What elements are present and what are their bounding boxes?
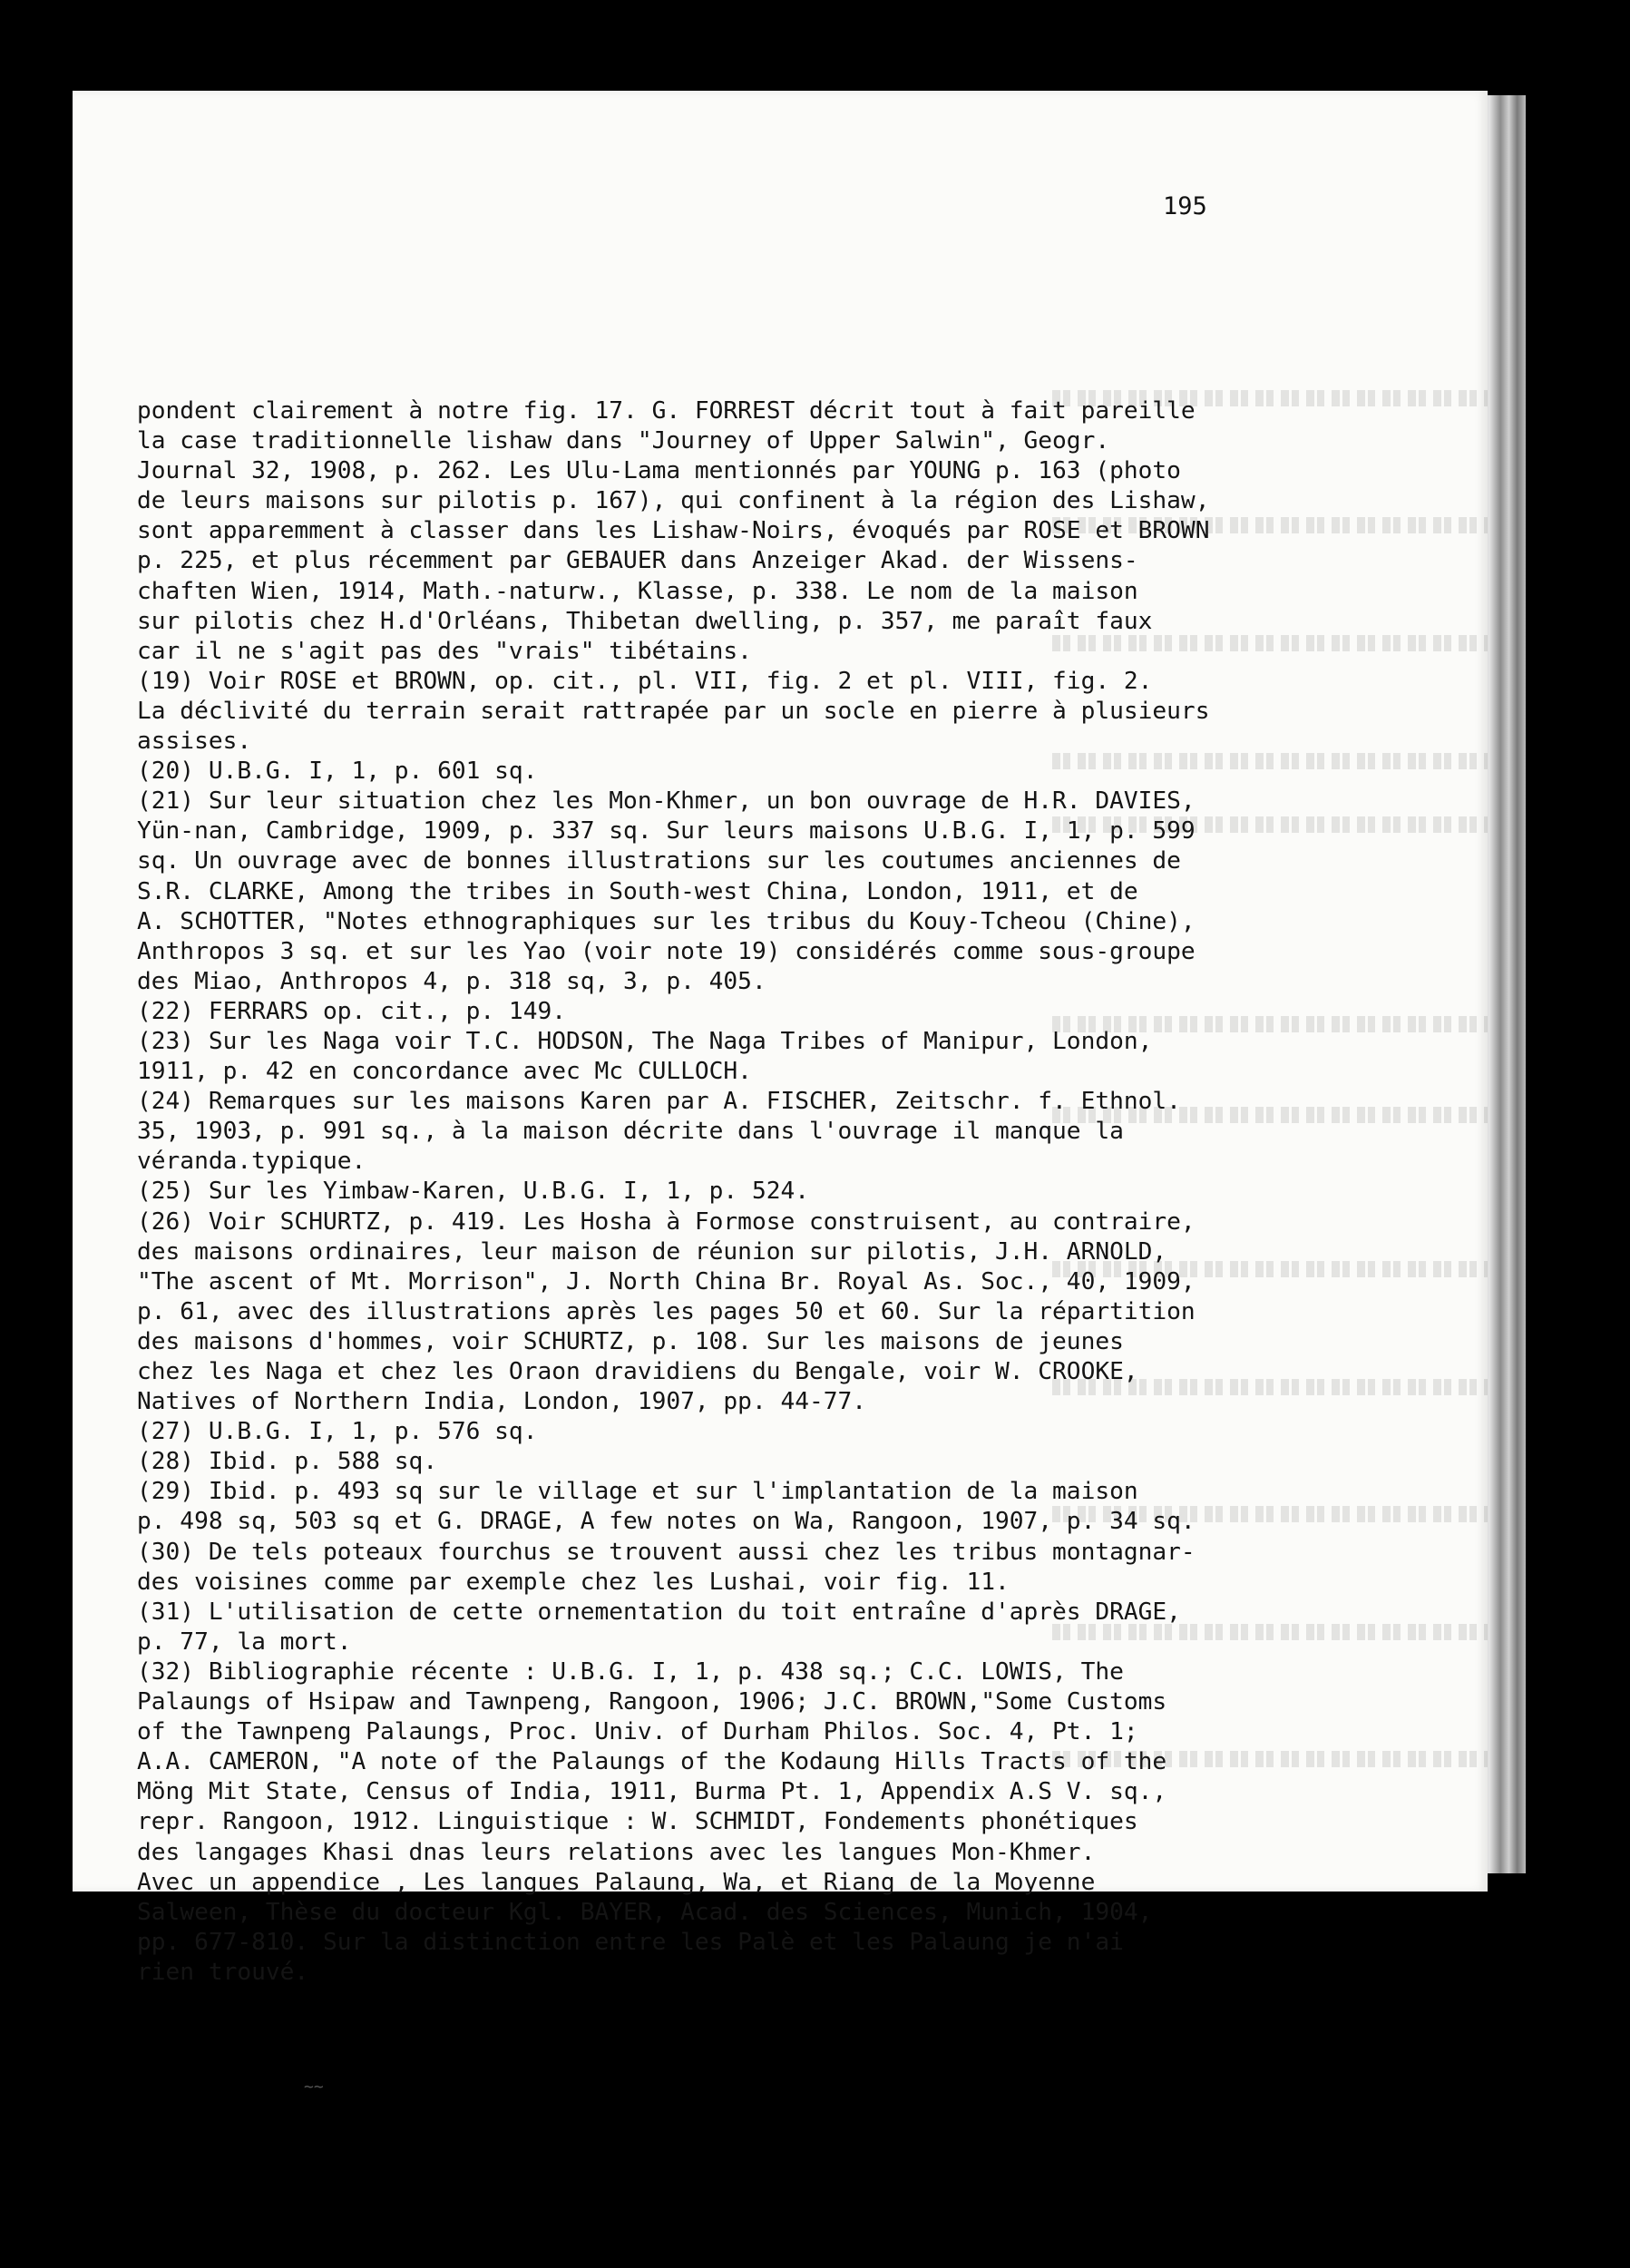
text-line: sq. Un ouvrage avec de bonnes illustrations sur les coutumes anciennes de (137, 847, 1181, 875)
text-line: Möng Mit State, Census of India, 1911, Burma Pt. 1, Appendix A.S V. sq., (137, 1778, 1167, 1806)
text-line: Avec un appendice , Les langues Palaung, Wa, et Riang de la Moyenne (137, 1868, 1096, 1896)
text-line: (20) U.B.G. I, 1, p. 601 sq. (137, 758, 538, 786)
text-line: (28) Ibid. p. 588 sq. (137, 1448, 438, 1476)
text-line: repr. Rangoon, 1912. Linguistique : W. SCHMIDT, Fondements phonétiques (137, 1808, 1138, 1836)
text-line: A. SCHOTTER, "Notes ethnographiques sur les tribus du Kouy-Tcheou (Chine), (137, 907, 1196, 935)
text-line: Journal 32, 1908, p. 262. Les Ulu-Lama mentionnés par YOUNG p. 163 (photo (137, 457, 1181, 485)
text-line: "The ascent of Mt. Morrison", J. North China Br. Royal As. Soc., 40, 1909, (137, 1267, 1196, 1295)
footnotes-text (137, 396, 1352, 1988)
text-line: 1911, p. 42 en concordance avec Mc CULLOCH. (137, 1058, 752, 1086)
text-line: A.A. CAMERON, "A note of the Palaungs of the Kodaung Hills Tracts of the (137, 1748, 1167, 1776)
text-line: sont apparemment à classer dans les Lishaw-Noirs, évoqués par ROSE et BROWN (137, 517, 1210, 545)
text-line: Anthropos 3 sq. et sur les Yao (voir note 19) considérés comme sous-groupe (137, 937, 1196, 965)
text-line: of the Tawnpeng Palaungs, Proc. Univ. of Durham Philos. Soc. 4, Pt. 1; (137, 1718, 1138, 1746)
text-line: La déclivité du terrain serait rattrapée par un socle en pierre à plusieurs (137, 697, 1210, 725)
page-number: 195 (1163, 192, 1207, 220)
text-line: rien trouvé. (137, 1958, 309, 1986)
text-line: Natives of Northern India, London, 1907, pp. 44-77. (137, 1388, 867, 1416)
text-line: (32) Bibliographie récente : U.B.G. I, 1, p. 438 sq.; C.C. LOWIS, The (137, 1657, 1124, 1686)
text-line: de leurs maisons sur pilotis p. 167), qui confinent à la région des Lishaw, (137, 487, 1210, 515)
pencil-mark: ~~ (304, 2077, 324, 2097)
text-line: des Miao, Anthropos 4, p. 318 sq, 3, p. 405. (137, 967, 766, 995)
text-line: p. 498 sq, 503 sq et G. DRAGE, A few notes on Wa, Rangoon, 1907, p. 34 sq. (137, 1508, 1196, 1536)
text-line: chez les Naga et chez les Oraon dravidiens du Bengale, voir W. CROOKE, (137, 1358, 1138, 1385)
text-line: (25) Sur les Yimbaw-Karen, U.B.G. I, 1, p. 524. (137, 1178, 810, 1206)
text-line: chaften Wien, 1914, Math.-naturw., Klasse, p. 338. Le nom de la maison (137, 577, 1138, 605)
text-line: des voisines comme par exemple chez les Lushai, voir fig. 11. (137, 1568, 1010, 1596)
text-line: Yün-nan, Cambridge, 1909, p. 337 sq. Sur leurs maisons U.B.G. I, 1, p. 599 (137, 817, 1196, 846)
text-line: sur pilotis chez H.d'Orléans, Thibetan dwelling, p. 357, me paraît faux (137, 607, 1153, 635)
text-line: p. 225, et plus récemment par GEBAUER dans Anzeiger Akad. der Wissens- (137, 547, 1138, 575)
text-line: assises. (137, 728, 252, 756)
text-line: (29) Ibid. p. 493 sq sur le village et sur l'implantation de la maison (137, 1478, 1138, 1506)
text-line: Salween, Thèse du docteur Kgl. BAYER, Acad. des Sciences, Munich, 1904, (137, 1898, 1153, 1926)
text-line: (30) De tels poteaux fourchus se trouvent aussi chez les tribus montagnar- (137, 1538, 1196, 1566)
text-line: (19) Voir ROSE et BROWN, op. cit., pl. VII, fig. 2 et pl. VIII, fig. 2. (137, 667, 1153, 695)
text-line: (21) Sur leur situation chez les Mon-Khmer, un bon ouvrage de H.R. DAVIES, (137, 787, 1196, 816)
text-line: pondent clairement à notre fig. 17. G. FORREST décrit tout à fait pareille (137, 397, 1196, 425)
text-line: p. 77, la mort. (137, 1628, 352, 1656)
text-line: (23) Sur les Naga voir T.C. HODSON, The Naga Tribes of Manipur, London, (137, 1027, 1153, 1055)
text-line: des maisons d'hommes, voir SCHURTZ, p. 108. Sur les maisons de jeunes (137, 1327, 1124, 1355)
text-line: (27) U.B.G. I, 1, p. 576 sq. (137, 1418, 538, 1446)
text-line: véranda.typique. (137, 1148, 366, 1176)
text-line: car il ne s'agit pas des "vrais" tibétains. (137, 637, 752, 665)
text-line: 35, 1903, p. 991 sq., à la maison décrite dans l'ouvrage il manque la (137, 1118, 1124, 1146)
text-line: S.R. CLARKE, Among the tribes in South-west China, London, 1911, et de (137, 877, 1138, 905)
text-line: des langages Khasi dnas leurs relations avec les langues Mon-Khmer. (137, 1838, 1096, 1866)
text-line: p. 61, avec des illustrations après les pages 50 et 60. Sur la répartition (137, 1297, 1196, 1325)
text-line: la case traditionnelle lishaw dans "Journey of Upper Salwin", Geogr. (137, 427, 1110, 455)
text-line: (26) Voir SCHURTZ, p. 419. Les Hosha à Formose construisent, au contraire, (137, 1207, 1196, 1236)
text-line: Palaungs of Hsipaw and Tawnpeng, Rangoon, 1906; J.C. BROWN,"Some Customs (137, 1688, 1167, 1716)
text-line: (24) Remarques sur les maisons Karen par A. FISCHER, Zeitschr. f. Ethnol. (137, 1088, 1181, 1116)
text-line: pp. 677-810. Sur la distinction entre les Palè et les Palaung je n'ai (137, 1928, 1124, 1956)
text-line: des maisons ordinaires, leur maison de réunion sur pilotis, J.H. ARNOLD, (137, 1237, 1167, 1266)
text-line: (31) L'utilisation de cette ornementation du toit entraîne d'après DRAGE, (137, 1598, 1181, 1626)
text-line: (22) FERRARS op. cit., p. 149. (137, 997, 566, 1025)
